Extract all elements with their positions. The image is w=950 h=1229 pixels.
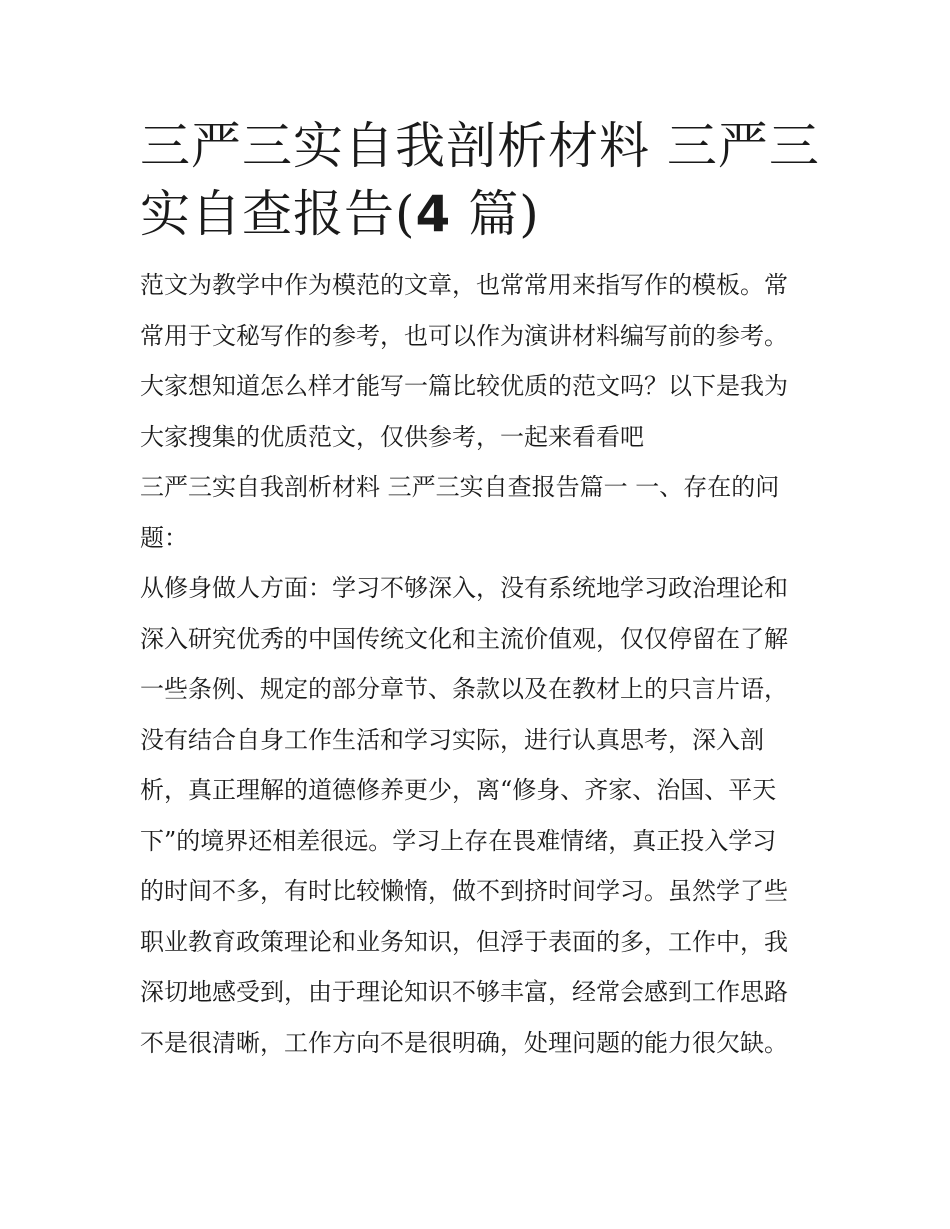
text-line: 析，真正理解的道德修养更少，离“修身、齐家、治国、平天: [140, 776, 777, 804]
document-body: [140, 260, 816, 1068]
text-line: 不是很清晰，工作方向不是很明确，处理问题的能力很欠缺。: [140, 1028, 788, 1057]
text-line: 深入研究优秀的中国传统文化和主流价值观，仅仅停留在了解: [140, 624, 788, 653]
title-line-2: [140, 180, 816, 248]
intro-paragraph: [140, 260, 816, 462]
text-line: 没有结合自身工作生活和学习实际，进行认真思考，深入剖: [140, 725, 764, 754]
text-line: 大家想知道怎么样才能写一篇比较优质的范文吗？以下是我为: [140, 372, 788, 400]
text-line: 三严三实自我剖析材料 三严三实自查报告篇一 一、存在的问: [140, 473, 780, 501]
text-line: 大家搜集的优质范文，仅供参考，一起来看看吧: [140, 422, 644, 451]
document-title: [140, 112, 820, 248]
title-line-2-end: 篇): [451, 185, 540, 243]
document-page: [140, 112, 820, 1068]
title-line-2-start: 实自查报告(: [140, 185, 416, 243]
text-line: 的时间不多，有时比较懒惰，做不到挤时间学习。虽然学了些: [140, 877, 788, 905]
text-line: 常用于文秘写作的参考，也可以作为演讲材料编写前的参考。: [140, 321, 788, 350]
section-heading-paragraph: [140, 462, 816, 563]
text-line: 下”的境界还相差很远。学习上存在畏难情绪，真正投入学习: [140, 826, 777, 855]
title-line-1: 三严三实自我剖析材料 三严三: [140, 117, 820, 175]
text-line: 从修身做人方面：学习不够深入，没有系统地学习政治理论和: [140, 574, 788, 602]
text-line: 一些条例、规定的部分章节、条款以及在教材上的只言片语，: [140, 675, 788, 703]
text-line: 深切地感受到，由于理论知识不够丰富，经常会感到工作思路: [140, 978, 788, 1006]
text-line: 范文为教学中作为模范的文章，也常常用来指写作的模板。常: [140, 271, 788, 299]
text-line: 题：: [140, 523, 188, 552]
content-paragraph: [140, 563, 816, 1068]
text-line: 职业教育政策理论和业务知识，但浮于表面的多，工作中，我: [140, 927, 788, 956]
title-count: 4: [415, 185, 452, 243]
